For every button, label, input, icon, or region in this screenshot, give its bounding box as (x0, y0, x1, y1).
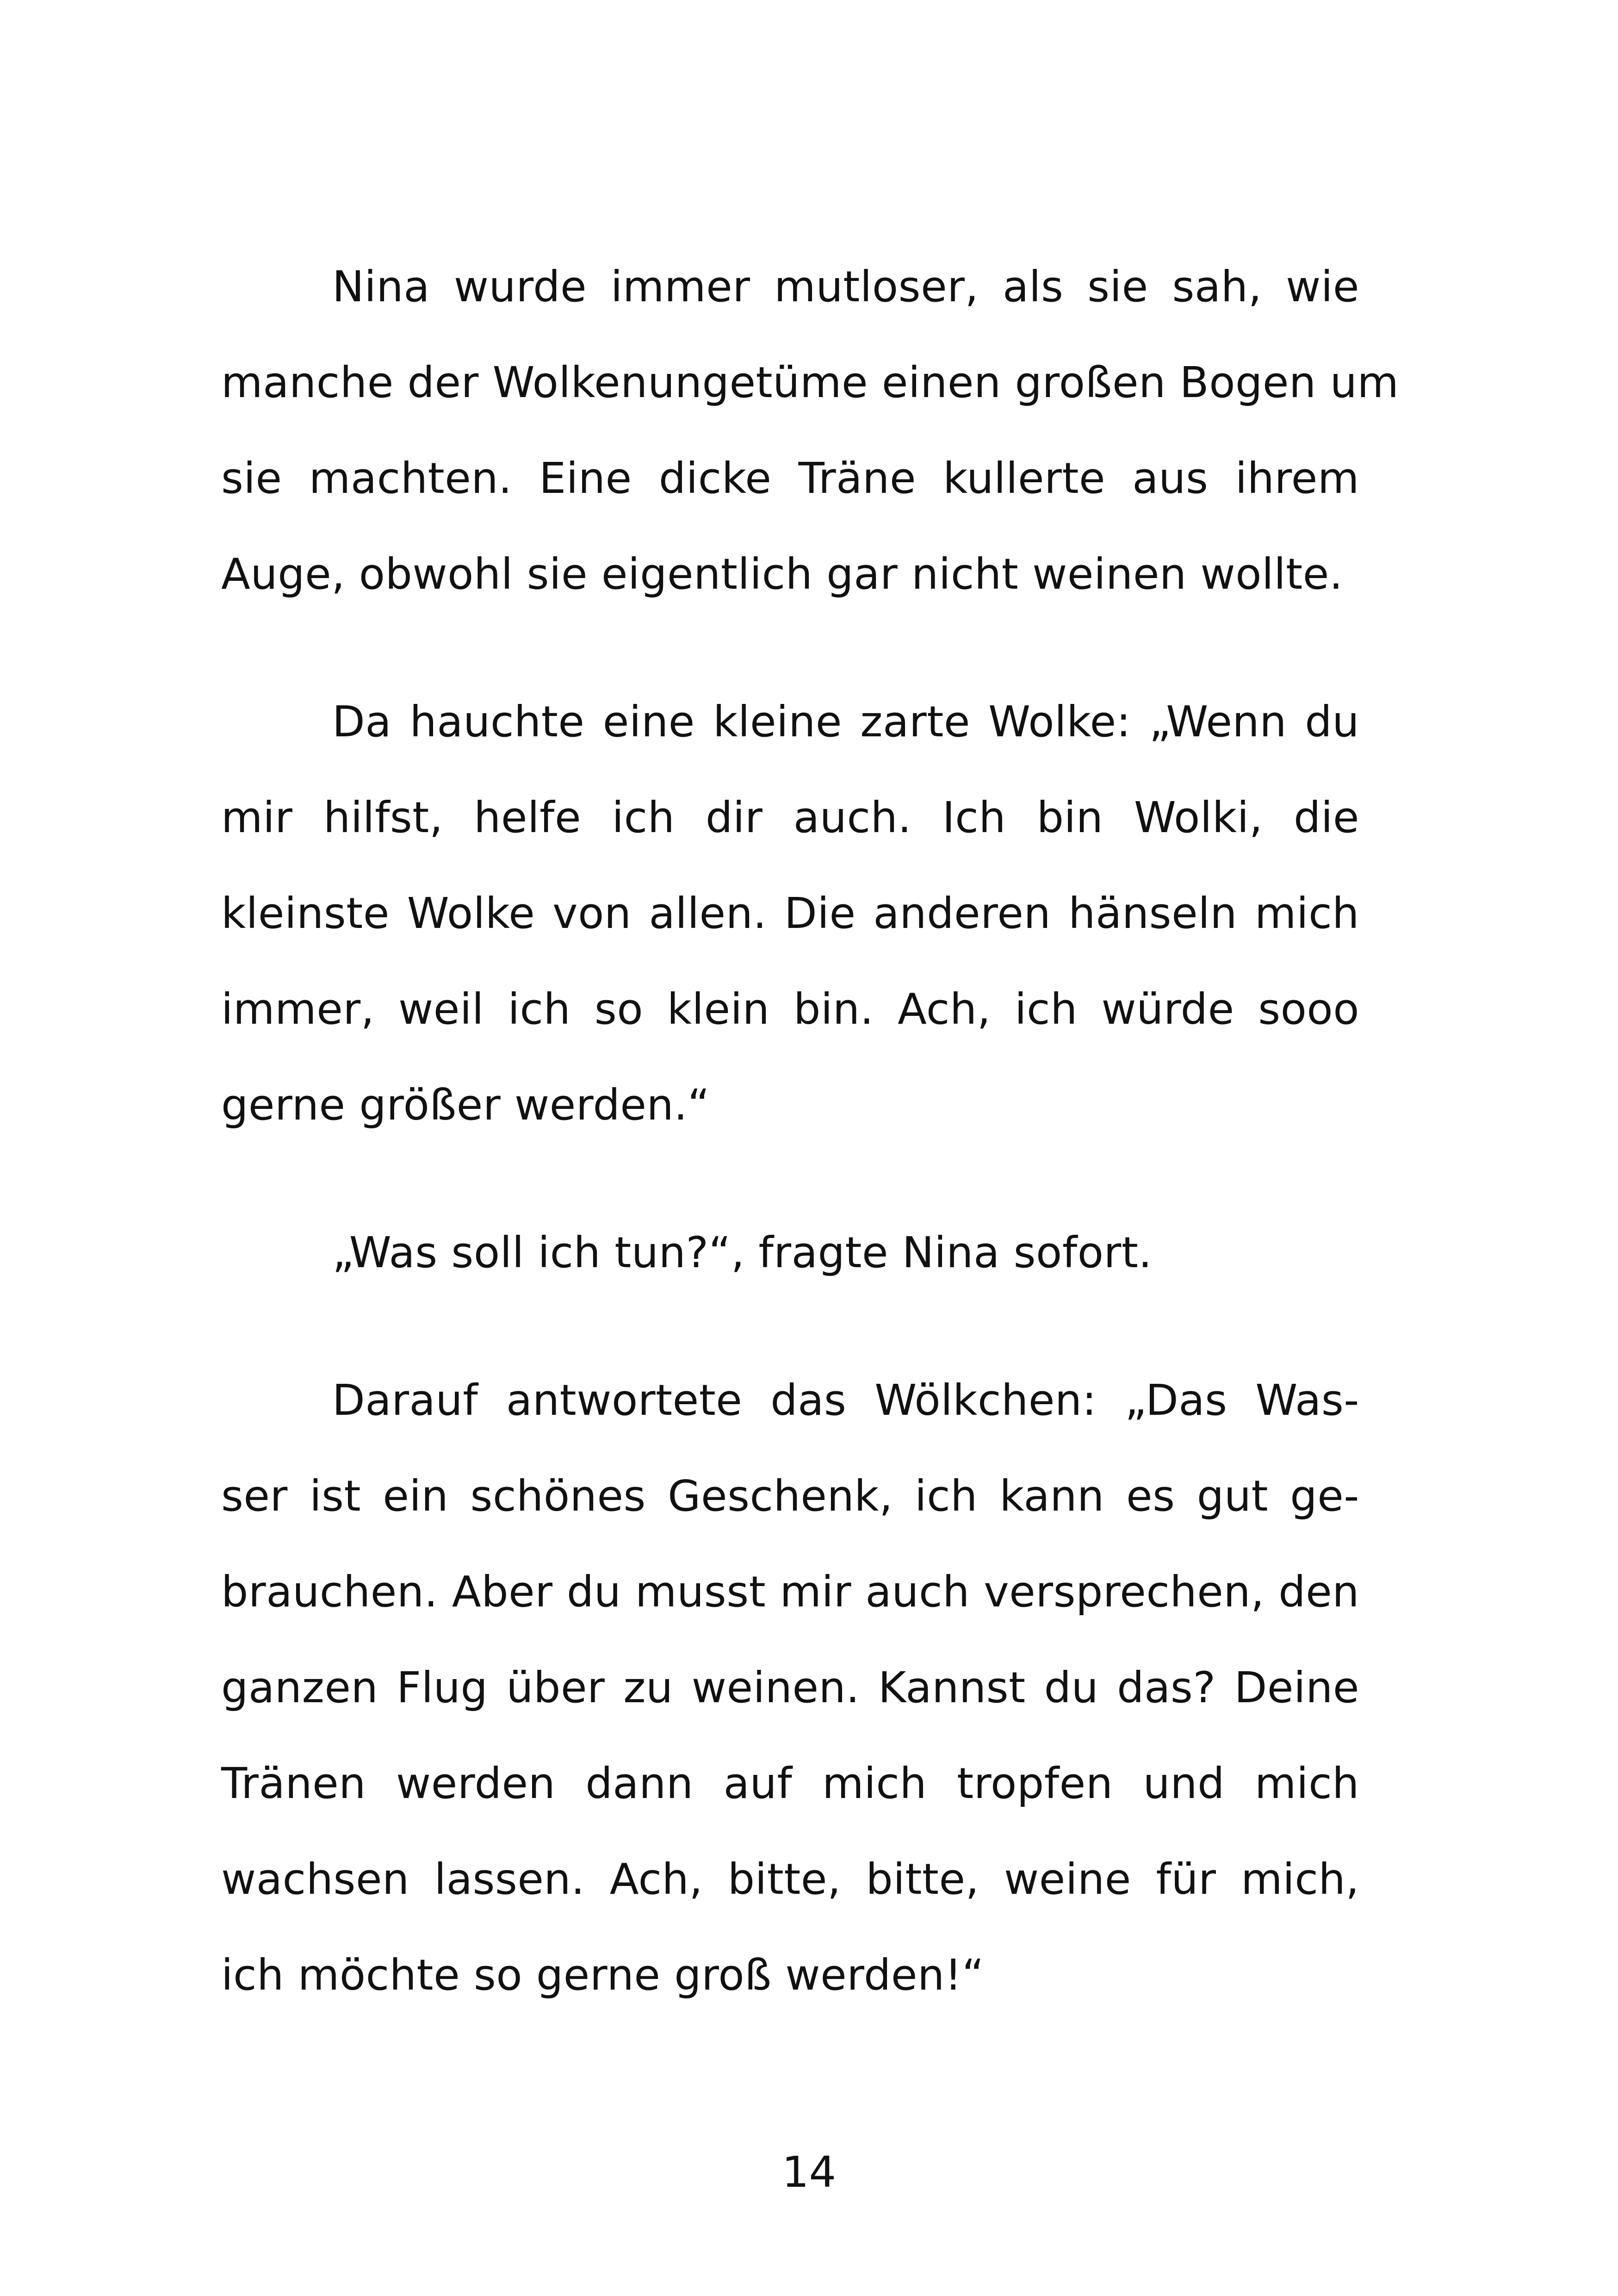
paragraph-4-line-4: ganzen Flug über zu weinen. Kannst du das? Deine (221, 1663, 1359, 1712)
paragraph-1-line-4: Auge, obwohl sie eigentlich gar nicht weinen wollte. (221, 549, 1343, 599)
paragraph-3-line-1: „Was soll ich tun?“, fragte Nina sofort. (332, 1228, 1153, 1277)
paragraph-2-line-3: kleinste Wolke von allen. Die anderen hänseln mich (221, 889, 1359, 938)
paragraph-2-line-1: Da hauchte eine kleine zarte Wolke: „Wenn du (332, 697, 1359, 747)
paragraph-4-line-2: ser ist ein schönes Geschenk, ich kann es gut ge- (221, 1471, 1359, 1521)
paragraph-2-line-4: immer, weil ich so klein bin. Ach, ich würde sooo (221, 984, 1359, 1034)
paragraph-2-line-2: mir hilfst, helfe ich dir auch. Ich bin Wolki, die (221, 793, 1359, 842)
paragraph-1-line-3: sie machten. Eine dicke Träne kullerte aus ihrem (221, 454, 1359, 503)
paragraph-4-line-6: wachsen lassen. Ach, bitte, bitte, weine für mich, (221, 1854, 1359, 1904)
paragraph-4-line-7: ich möchte so gerne groß werden!“ (221, 1950, 985, 2000)
paragraph-1-line-1: Nina wurde immer mutloser, als sie sah, wie (332, 262, 1359, 311)
paragraph-4-line-3: brauchen. Aber du musst mir auch versprechen, den (221, 1567, 1359, 1617)
paragraph-4-line-5: Tränen werden dann auf mich tropfen und mich (221, 1759, 1359, 1808)
paragraph-1-line-2: manche der Wolkenungetüme einen großen Bogen um (221, 358, 1399, 407)
paragraph-2-line-5: gerne größer werden.“ (221, 1080, 710, 1130)
page-number: 14 (781, 2147, 837, 2197)
paragraph-4-line-1: Darauf antwortete das Wölkchen: „Das Was- (332, 1375, 1359, 1425)
